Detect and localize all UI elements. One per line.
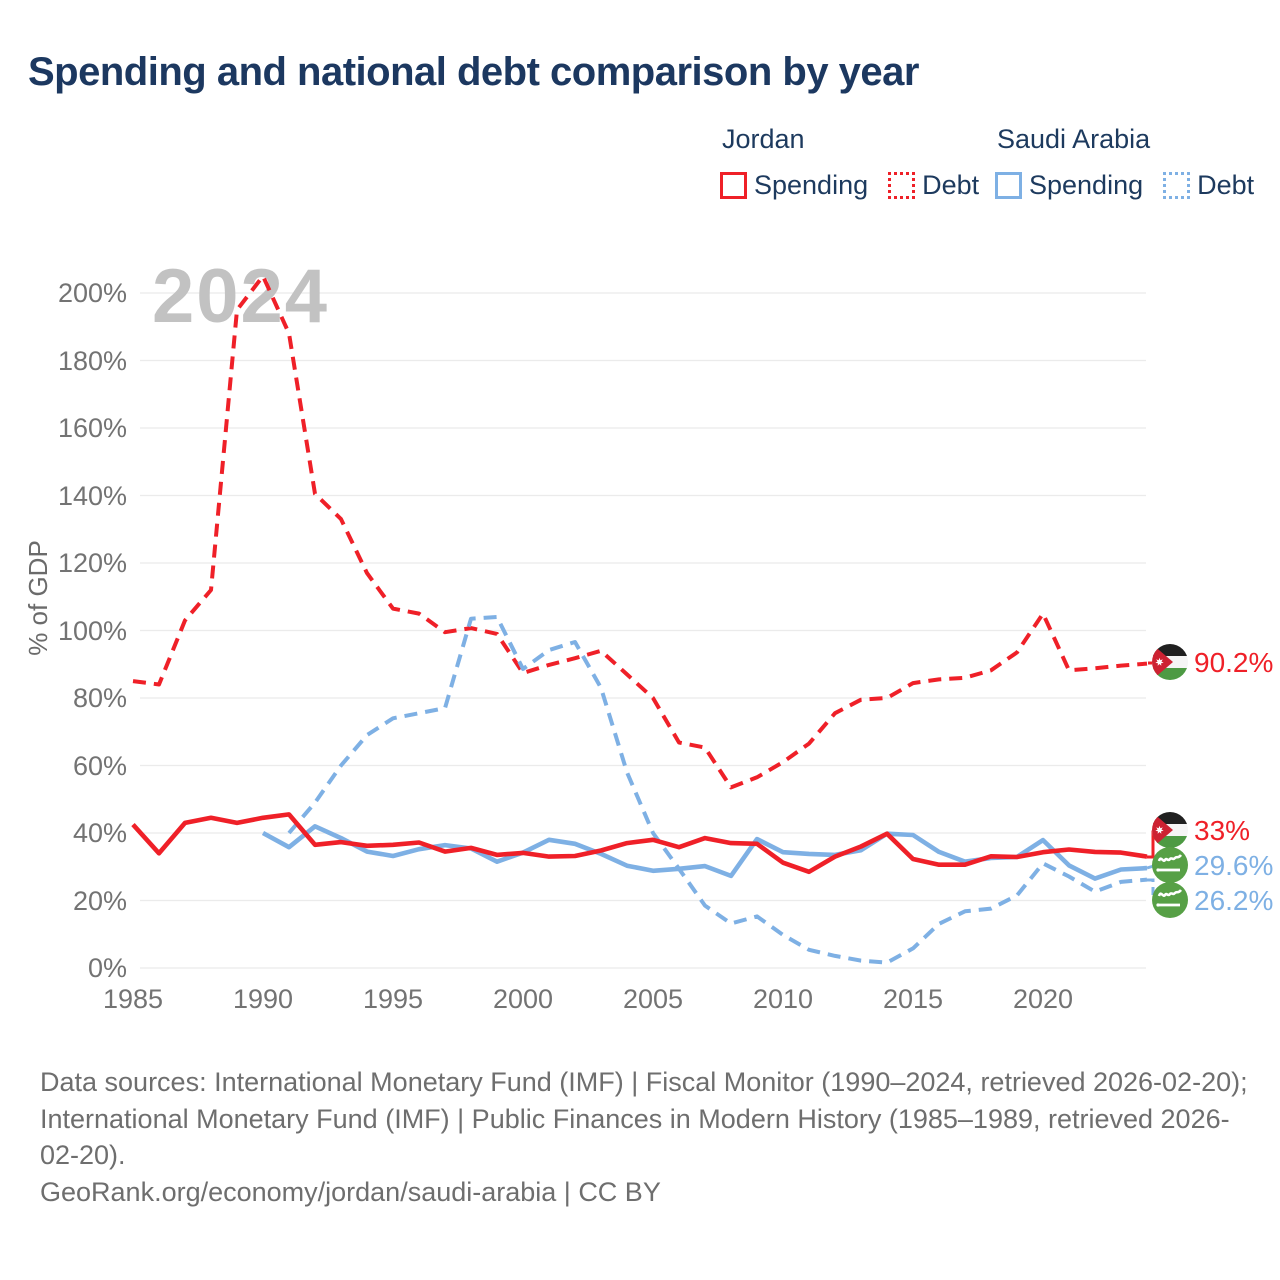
y-tick: 40% [72, 818, 127, 848]
y-tick: 20% [72, 886, 127, 916]
y-tick: 120% [57, 548, 127, 578]
y-tick: 100% [57, 616, 127, 646]
legend-country-saudi-arabia: Saudi Arabia [997, 124, 1151, 154]
page-title: Spending and national debt comparison by year [28, 50, 919, 94]
y-axis-title: % of GDP [23, 540, 53, 656]
y-axis-ticks [58, 278, 127, 983]
legend-item-label: Debt [1197, 170, 1255, 200]
end-label-saudi-spending: 29.6% [1194, 850, 1274, 881]
x-axis-ticks [103, 984, 1073, 1014]
x-tick: 2015 [882, 984, 944, 1014]
y-tick: 80% [72, 683, 127, 713]
saudi-debt-line [289, 617, 1147, 963]
attribution-link[interactable]: GeoRank.org/economy/jordan/saudi-arabia | CC BY [40, 1177, 661, 1208]
y-tick: 0% [87, 953, 127, 983]
y-tick: 160% [57, 413, 127, 443]
end-label-jordan-spending: 33% [1194, 815, 1251, 846]
jordan-flag-icon [1152, 812, 1188, 848]
legend-item-label: Spending [754, 170, 869, 200]
x-tick: 2010 [752, 984, 814, 1014]
footer [40, 1064, 1252, 1211]
data-sources-text: Data sources: International Monetary Fund (IMF) | Fiscal Monitor (1990–2024, retrieved 2026-02-20); International Monetary Fund (IMF) | Public Finances in Modern History (1985–1989, retrieved 2026-02-20). [40, 1067, 1248, 1171]
y-tick: 140% [57, 481, 127, 511]
end-label-jordan-debt: 90.2% [1194, 647, 1274, 678]
legend-item-label: Spending [1029, 170, 1144, 200]
legend-country-jordan: Jordan [722, 124, 805, 154]
saudi-spending-line [263, 826, 1147, 878]
saudi-arabia-flag-icon [1152, 882, 1188, 918]
y-tick: 180% [57, 346, 127, 376]
saudi-arabia-flag-icon [1152, 847, 1188, 883]
x-tick: 2005 [622, 984, 684, 1014]
y-tick: 60% [72, 751, 127, 781]
x-tick: 1985 [102, 984, 164, 1014]
end-label-saudi-debt: 26.2% [1194, 885, 1274, 916]
x-tick: 1995 [362, 984, 424, 1014]
legend-item-label: Debt [922, 170, 980, 200]
x-tick: 1990 [232, 984, 294, 1014]
x-tick: 2000 [492, 984, 554, 1014]
x-tick: 2020 [1012, 984, 1074, 1014]
jordan-flag-icon [1152, 644, 1188, 680]
y-tick: 200% [57, 278, 127, 308]
jordan-debt-line [133, 276, 1147, 787]
watermark-year: 2024 [152, 254, 330, 339]
